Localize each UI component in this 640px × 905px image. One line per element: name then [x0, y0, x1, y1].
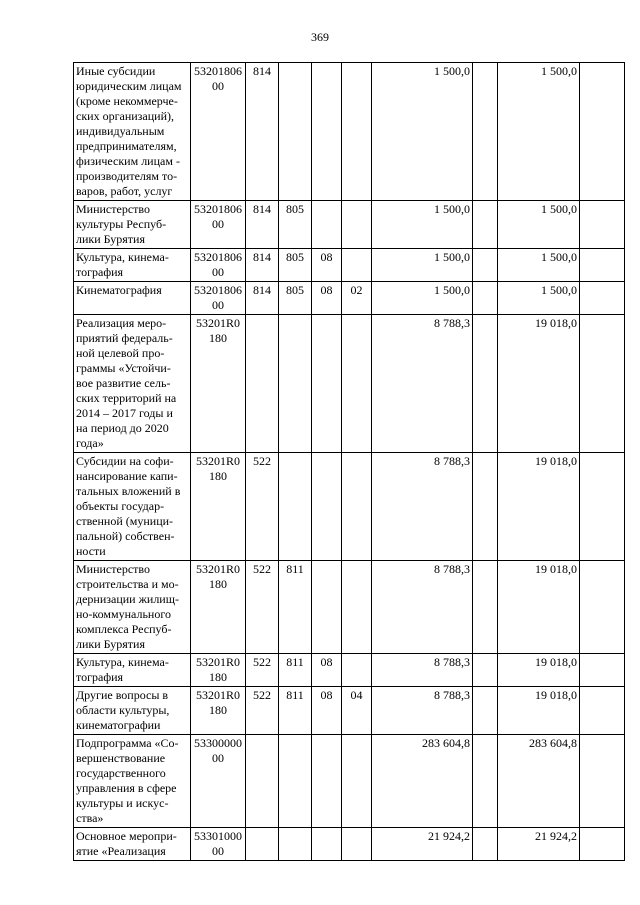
amount-first-cell: 8 788,3: [372, 654, 473, 687]
target-code-line: 53201806: [194, 202, 242, 216]
section-cell: [312, 735, 342, 828]
target-code-cell: [191, 282, 246, 315]
item-name-cell: [74, 561, 191, 654]
item-name-line: ства»: [76, 811, 104, 825]
item-name-line: Подпрограмма «Со-: [76, 736, 179, 750]
ministry-code-cell: [279, 828, 312, 861]
target-code-line: 00: [212, 265, 224, 279]
item-name-cell: [74, 687, 191, 735]
table-body: [74, 63, 625, 861]
item-name-line: Основное меропри-: [76, 829, 177, 843]
budget-table: [73, 62, 625, 861]
item-name-line: Реализация меро-: [76, 316, 167, 330]
target-code-line: 53201806: [194, 283, 242, 297]
empty-cell: [580, 654, 625, 687]
item-name-line: области культуры,: [76, 703, 170, 717]
section-cell: [312, 561, 342, 654]
subsection-cell: [342, 315, 372, 453]
subsection-cell: 04: [342, 687, 372, 735]
item-name-line: культуры и искус-: [76, 796, 169, 810]
amount-first-cell: 8 788,3: [372, 561, 473, 654]
empty-cell: [473, 315, 498, 453]
amount-first-cell: 21 924,2: [372, 828, 473, 861]
item-name-line: Другие вопросы в: [76, 688, 169, 702]
amount-first-cell: 1 500,0: [372, 201, 473, 249]
ministry-code-cell: 805: [279, 249, 312, 282]
ministry-code-cell: 811: [279, 561, 312, 654]
expense-type-cell: 522: [246, 654, 279, 687]
item-name-line: тальных вложений в: [76, 484, 181, 498]
item-name-line: управления в сфере: [76, 781, 177, 795]
amount-first-cell: 8 788,3: [372, 687, 473, 735]
table-row: [74, 687, 625, 735]
expense-type-cell: 522: [246, 687, 279, 735]
empty-cell: [580, 453, 625, 561]
empty-cell: [580, 63, 625, 201]
table-row: [74, 654, 625, 687]
section-cell: [312, 453, 342, 561]
item-name-line: (кроме некоммерче-: [76, 94, 178, 108]
section-cell: [312, 828, 342, 861]
item-name-cell: [74, 828, 191, 861]
target-code-cell: [191, 561, 246, 654]
target-code-cell: [191, 63, 246, 201]
table-row: [74, 315, 625, 453]
target-code-line: 180: [209, 703, 227, 717]
item-name-line: приятий федераль-: [76, 331, 173, 345]
ministry-code-cell: 811: [279, 654, 312, 687]
target-code-cell: [191, 654, 246, 687]
subsection-cell: [342, 201, 372, 249]
target-code-line: 00: [212, 298, 224, 312]
empty-cell: [473, 561, 498, 654]
target-code-line: 00: [212, 79, 224, 93]
expense-type-cell: [246, 315, 279, 453]
subsection-cell: [342, 828, 372, 861]
expense-type-cell: 522: [246, 453, 279, 561]
item-name-line: Субсидии на софи-: [76, 454, 174, 468]
empty-cell: [580, 249, 625, 282]
target-code-line: 180: [209, 577, 227, 591]
item-name-line: комплекса Респуб-: [76, 622, 172, 636]
item-name-line: пальной) собствен-: [76, 529, 175, 543]
amount-first-cell: 1 500,0: [372, 249, 473, 282]
subsection-cell: [342, 249, 372, 282]
amount-second-cell: 1 500,0: [498, 249, 580, 282]
empty-cell: [580, 828, 625, 861]
section-cell: [312, 315, 342, 453]
subsection-cell: 02: [342, 282, 372, 315]
target-code-line: 180: [209, 331, 227, 345]
item-name-line: Министерство: [76, 562, 150, 576]
empty-cell: [580, 735, 625, 828]
item-name-line: объекты государ-: [76, 499, 165, 513]
amount-second-cell: 19 018,0: [498, 561, 580, 654]
section-cell: 08: [312, 282, 342, 315]
amount-second-cell: 283 604,8: [498, 735, 580, 828]
empty-cell: [473, 249, 498, 282]
section-cell: [312, 63, 342, 201]
item-name-line: но-коммунального: [76, 607, 171, 621]
subsection-cell: [342, 654, 372, 687]
ministry-code-cell: 805: [279, 282, 312, 315]
empty-cell: [580, 561, 625, 654]
ministry-code-cell: [279, 63, 312, 201]
item-name-line: вершенствование: [76, 751, 166, 765]
empty-cell: [473, 735, 498, 828]
expense-type-cell: 814: [246, 201, 279, 249]
item-name-line: ственной (муници-: [76, 514, 174, 528]
target-code-line: 53201R0: [195, 316, 240, 330]
item-name-line: граммы «Устойчи-: [76, 361, 171, 375]
empty-cell: [473, 828, 498, 861]
ministry-code-cell: 811: [279, 687, 312, 735]
item-name-line: вое развитие сель-: [76, 376, 171, 390]
item-name-line: юридическим лицам: [76, 79, 182, 93]
expense-type-cell: 814: [246, 63, 279, 201]
amount-first-cell: 8 788,3: [372, 453, 473, 561]
section-cell: 08: [312, 687, 342, 735]
empty-cell: [473, 654, 498, 687]
item-name-line: Культура, кинема-: [76, 655, 169, 669]
target-code-line: 53201R0: [195, 655, 240, 669]
item-name-line: лики Бурятия: [76, 637, 145, 651]
target-code-line: 53201R0: [195, 688, 240, 702]
item-name-line: индивидуальным: [76, 124, 165, 138]
item-name-cell: [74, 201, 191, 249]
empty-cell: [580, 282, 625, 315]
amount-second-cell: 19 018,0: [498, 654, 580, 687]
item-name-line: на период до 2020: [76, 421, 169, 435]
amount-second-cell: 1 500,0: [498, 63, 580, 201]
item-name-line: дернизации жилищ-: [76, 592, 179, 606]
subsection-cell: [342, 63, 372, 201]
item-name-line: государственного: [76, 766, 166, 780]
table-row: [74, 561, 625, 654]
item-name-line: года»: [76, 436, 104, 450]
target-code-cell: [191, 453, 246, 561]
item-name-cell: [74, 63, 191, 201]
section-cell: 08: [312, 654, 342, 687]
target-code-line: 00: [212, 751, 224, 765]
amount-second-cell: 19 018,0: [498, 687, 580, 735]
item-name-line: ности: [76, 544, 106, 558]
item-name-line: ских организаций),: [76, 109, 174, 123]
section-cell: 08: [312, 249, 342, 282]
target-code-line: 53201806: [194, 250, 242, 264]
amount-second-cell: 21 924,2: [498, 828, 580, 861]
target-code-cell: [191, 687, 246, 735]
item-name-line: тография: [76, 265, 124, 279]
target-code-line: 53201R0: [195, 562, 240, 576]
subsection-cell: [342, 453, 372, 561]
subsection-cell: [342, 561, 372, 654]
subsection-cell: [342, 735, 372, 828]
target-code-line: 180: [209, 670, 227, 684]
target-code-cell: [191, 315, 246, 453]
expense-type-cell: [246, 828, 279, 861]
item-name-line: производителям то-: [76, 169, 178, 183]
item-name-cell: [74, 282, 191, 315]
target-code-cell: [191, 828, 246, 861]
amount-first-cell: 1 500,0: [372, 63, 473, 201]
item-name-line: нансирование капи-: [76, 469, 178, 483]
empty-cell: [580, 687, 625, 735]
item-name-line: предпринимателям,: [76, 139, 177, 153]
item-name-line: тография: [76, 670, 124, 684]
table-row: [74, 828, 625, 861]
empty-cell: [473, 63, 498, 201]
item-name-cell: [74, 315, 191, 453]
item-name-cell: [74, 654, 191, 687]
item-name-line: Иные субсидии: [76, 64, 156, 78]
amount-second-cell: 19 018,0: [498, 453, 580, 561]
amount-first-cell: 8 788,3: [372, 315, 473, 453]
empty-cell: [473, 201, 498, 249]
table-row: [74, 249, 625, 282]
empty-cell: [473, 453, 498, 561]
empty-cell: [473, 282, 498, 315]
amount-first-cell: 283 604,8: [372, 735, 473, 828]
target-code-line: 53201R0: [195, 454, 240, 468]
expense-type-cell: 814: [246, 282, 279, 315]
item-name-cell: [74, 735, 191, 828]
target-code-line: 180: [209, 469, 227, 483]
table-row: [74, 282, 625, 315]
target-code-cell: [191, 201, 246, 249]
target-code-line: 00: [212, 844, 224, 858]
target-code-line: 53301000: [194, 829, 242, 843]
page-number: 369: [311, 30, 329, 44]
item-name-line: 2014 – 2017 годы и: [76, 406, 173, 420]
target-code-cell: [191, 249, 246, 282]
target-code-line: 53201806: [194, 64, 242, 78]
target-code-line: 53300000: [194, 736, 242, 750]
amount-second-cell: 1 500,0: [498, 201, 580, 249]
ministry-code-cell: [279, 735, 312, 828]
target-code-line: 00: [212, 217, 224, 231]
ministry-code-cell: 805: [279, 201, 312, 249]
item-name-line: варов, работ, услуг: [76, 184, 173, 198]
item-name-line: культуры Респуб-: [76, 217, 167, 231]
empty-cell: [580, 201, 625, 249]
amount-second-cell: 19 018,0: [498, 315, 580, 453]
expense-type-cell: [246, 735, 279, 828]
section-cell: [312, 201, 342, 249]
table-row: [74, 201, 625, 249]
item-name-line: физическим лицам -: [76, 154, 180, 168]
ministry-code-cell: [279, 453, 312, 561]
target-code-cell: [191, 735, 246, 828]
item-name-line: ной целевой про-: [76, 346, 165, 360]
table-row: [74, 735, 625, 828]
item-name-line: Кинематография: [76, 283, 162, 297]
empty-cell: [580, 315, 625, 453]
item-name-line: ских территорий на: [76, 391, 177, 405]
item-name-cell: [74, 453, 191, 561]
item-name-line: строительства и мо-: [76, 577, 179, 591]
item-name-cell: [74, 249, 191, 282]
item-name-line: Министерство: [76, 202, 150, 216]
amount-second-cell: 1 500,0: [498, 282, 580, 315]
empty-cell: [473, 687, 498, 735]
amount-first-cell: 1 500,0: [372, 282, 473, 315]
item-name-line: ятие «Реализация: [76, 844, 166, 858]
expense-type-cell: 522: [246, 561, 279, 654]
item-name-line: кинематографии: [76, 718, 161, 732]
table-row: [74, 63, 625, 201]
item-name-line: Культура, кинема-: [76, 250, 169, 264]
table-row: [74, 453, 625, 561]
ministry-code-cell: [279, 315, 312, 453]
expense-type-cell: 814: [246, 249, 279, 282]
item-name-line: лики Бурятия: [76, 232, 145, 246]
